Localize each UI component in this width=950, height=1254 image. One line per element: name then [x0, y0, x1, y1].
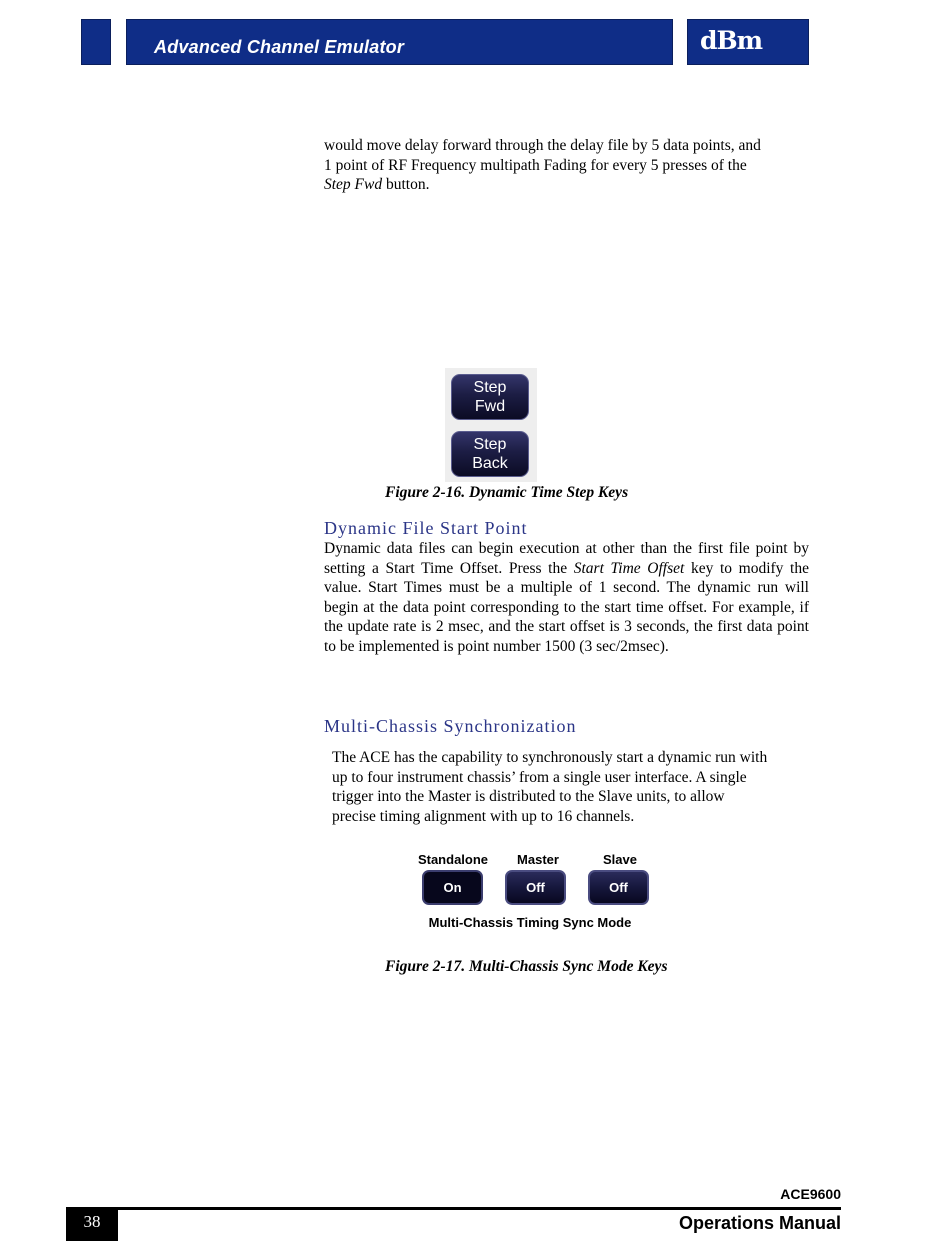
sync-line-3: trigger into the Master is distributed to the Slave units, to allow — [332, 788, 725, 806]
step-fwd-line-1: Step — [473, 379, 507, 396]
section-heading-start-point: Dynamic File Start Point — [324, 518, 528, 538]
intro-line-2: 1 point of RF Frequency multipath Fading for every 5 presses of the — [324, 156, 747, 174]
sync-line-1: The ACE has the capability to synchronously start a dynamic run with — [332, 749, 768, 766]
master-button[interactable]: Off — [505, 870, 566, 905]
intro-line-3 — [324, 175, 809, 195]
step-fwd-line-2: Fwd — [474, 398, 506, 415]
step-keys-figure — [445, 368, 537, 482]
sync-mode-panel-label: Multi-Chassis Timing Sync Mode — [428, 915, 632, 930]
footer-product: ACE9600 — [780, 1186, 841, 1202]
step-back-line-2: Back — [472, 455, 508, 472]
slave-label: Slave — [603, 852, 637, 867]
sync-paragraph — [332, 748, 812, 826]
sync-line-4: precise timing alignment with up to 16 channels. — [332, 807, 635, 825]
page-number: 38 — [66, 1207, 118, 1241]
slave-button[interactable]: Off — [588, 870, 649, 905]
start-point-text-1: Dynamic data files can begin execution at other than the first file point by setting a Start Time Offset. Press the — [324, 540, 809, 577]
figure-2-16-caption: Figure 2-16. Dynamic Time Step Keys — [385, 484, 629, 501]
standalone-button[interactable]: On — [422, 870, 483, 905]
step-fwd-button[interactable] — [451, 374, 529, 420]
start-point-text-2: key to modify the value. Start Times must be a multiple of 1 second. The dynamic run will begin at the data point corresponding to the start time offset. For example, if the update rate is 2 msec, and the start offset is 3 seconds, the first data point to be implemented is point number 1500 (3 sec/2msec). — [324, 559, 809, 655]
intro-line-1: would move delay forward through the delay file by 5 data points, and — [324, 137, 761, 154]
start-point-italic: Start Time Offset — [573, 559, 685, 577]
dbm-logo — [687, 19, 809, 65]
header-title: Advanced Channel Emulator — [154, 37, 405, 57]
sync-line-2: up to four instrument chassis’ from a single user interface. A single — [332, 768, 747, 786]
header-title-bar — [126, 19, 673, 65]
section-heading-sync: Multi-Chassis Synchronization — [324, 716, 577, 736]
intro-italic: Step Fwd — [324, 176, 383, 194]
master-label: Master — [517, 852, 559, 867]
header-left-block — [81, 19, 111, 65]
start-point-paragraph — [324, 539, 809, 657]
step-back-line-1: Step — [473, 436, 507, 453]
footer-rule — [66, 1207, 841, 1210]
footer-manual-title: Operations Manual — [678, 1213, 841, 1233]
logo-text: dBm — [700, 26, 763, 55]
step-back-button[interactable] — [451, 431, 529, 477]
intro-rest: button. — [382, 176, 430, 194]
intro-paragraph — [324, 136, 809, 195]
figure-2-17-caption: Figure 2-17. Multi-Chassis Sync Mode Keys — [385, 958, 668, 975]
standalone-label: Standalone — [417, 852, 489, 867]
